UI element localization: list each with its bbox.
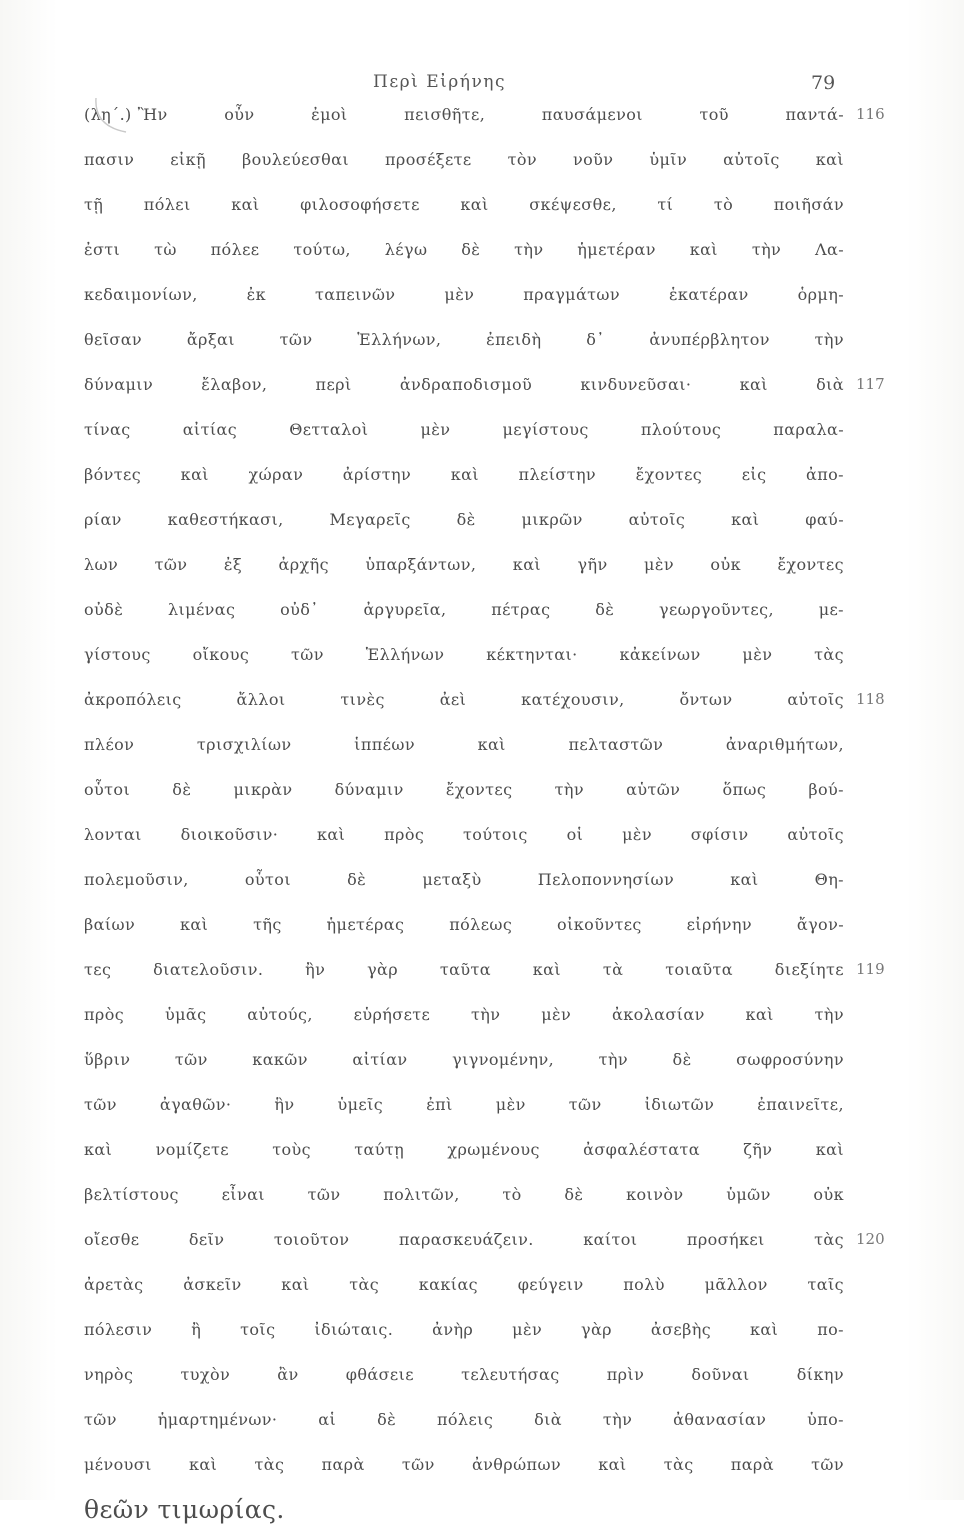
line-text: λων τῶν ἐξ ἀρχῆς ὑπαρξάντων, καὶ γῆν μὲν οὐκ ἔχοντες: [84, 555, 844, 574]
line-text: μένουσι καὶ τὰς παρὰ τῶν ἀνθρώπων καὶ τὰς παρὰ τῶν: [84, 1455, 844, 1474]
line-text: βαίων καὶ τῆς ἡμετέρας πόλεως οἰκοῦντες εἰρήνην ἄγον-: [84, 915, 844, 934]
line-text: πλέον τρισχιλίων ἱππέων καὶ πελταστῶν ἀναριθμήτων,: [84, 735, 844, 754]
text-line: [84, 1037, 844, 1082]
margin-section-number: 117: [856, 375, 885, 393]
line-text: πρὸς ὑμᾶς αὐτούς, εὑρήσετε τὴν μὲν ἀκολασίαν καὶ τὴν: [84, 1005, 844, 1024]
text-line: [84, 1487, 844, 1532]
text-line: [84, 1127, 844, 1172]
text-line: [84, 767, 844, 812]
text-line: [84, 452, 844, 497]
line-text: ἐστι τὼ πόλεε τούτω, λέγω δὲ τὴν ἡμετέραν καὶ τὴν Λα-: [84, 240, 844, 259]
text-line: [84, 1217, 885, 1262]
text-line: [84, 992, 844, 1037]
line-text: ὕβριν τῶν κακῶν αἰτίαν γιγνομένην, τὴν δὲ σωφροσύνην: [84, 1050, 844, 1069]
line-text: βόντες καὶ χώραν ἀρίστην καὶ πλείστην ἔχοντες εἰς ἀπο-: [84, 465, 844, 484]
text-line: [84, 677, 885, 722]
text-line: [84, 722, 844, 767]
section-label: (λη΄.): [84, 105, 132, 124]
line-text: τῶν ἡμαρτημένων· αἱ δὲ πόλεις διὰ τὴν ἀθανασίαν ὑπο-: [84, 1410, 844, 1429]
line-text: τες διατελοῦσιν. ἢν γὰρ ταῦτα καὶ τὰ τοιαῦτα διεξίητε: [84, 960, 844, 979]
line-text: τῶν ἀγαθῶν· ἣν ὑμεῖς ἐπὶ μὲν τῶν ἰδιωτῶν ἐπαινεῖτε,: [84, 1095, 844, 1114]
line-text: λονται διοικοῦσιν· καὶ πρὸς τούτοις οἱ μὲν σφίσιν αὐτοῖς: [84, 825, 844, 844]
text-line: [84, 857, 844, 902]
line-text: θεῶν τιμωρίας.: [84, 1495, 285, 1524]
margin-section-number: 116: [856, 105, 885, 123]
line-text: οὗτοι δὲ μικρὰν δύναμιν ἔχοντες τὴν αὑτῶν ὅπως βού-: [84, 780, 844, 799]
line-text: νηρὸς τυχὸν ἂν φθάσειε τελευτήσας πρὶν δοῦναι δίκην: [84, 1365, 844, 1384]
margin-section-number: 120: [856, 1230, 885, 1248]
text-line: [84, 1397, 844, 1442]
line-text: κεδαιμονίων, ἐκ ταπεινῶν μὲν πραγμάτων ἑκατέραν ὁρμη-: [84, 285, 844, 304]
text-line: [84, 1262, 844, 1307]
text-line: [84, 182, 844, 227]
text-line: [84, 137, 844, 182]
line-text: ρίαν καθεστήκασι, Μεγαρεῖς δὲ μικρῶν αὐτοῖς καὶ φαύ-: [84, 510, 844, 529]
text-line: [84, 1442, 844, 1487]
page-number: 79: [811, 72, 836, 94]
text-line: [84, 407, 844, 452]
line-text: οἴεσθε δεῖν τοιοῦτον παρασκευάζειν. καίτοι προσήκει τὰς: [84, 1230, 844, 1249]
line-text: πολεμοῦσιν, οὗτοι δὲ μεταξὺ Πελοποννησίων καὶ Θη-: [84, 870, 844, 889]
text-line: [84, 902, 844, 947]
text-line: [84, 317, 844, 362]
line-text: ἀρετὰς ἀσκεῖν καὶ τὰς κακίας φεύγειν πολὺ μᾶλλον ταῖς: [84, 1275, 844, 1294]
text-line: [84, 587, 844, 632]
body-text: [84, 92, 885, 1532]
text-line: [84, 632, 844, 677]
text-line: [84, 497, 844, 542]
text-line: [84, 1082, 844, 1127]
margin-section-number: 119: [856, 960, 885, 978]
text-line: [84, 1307, 844, 1352]
line-text: οὐδὲ λιμένας οὐδ᾽ ἀργυρεῖα, πέτρας δὲ γεωργοῦντες, με-: [84, 600, 844, 619]
line-text: Ἢν οὖν ἐμοὶ πεισθῆτε, παυσάμενοι τοῦ παντά-: [137, 105, 844, 124]
text-line: [84, 92, 885, 137]
line-text: θεῖσαν ἄρξαι τῶν Ἑλλήνων, ἐπειδὴ δ᾽ ἀνυπέρβλητον τὴν: [84, 330, 844, 349]
line-text: δύναμιν ἔλαβον, περὶ ἀνδραποδισμοῦ κινδυνεῦσαι· καὶ διὰ: [84, 375, 844, 394]
line-text: τῇ πόλει καὶ φιλοσοφήσετε καὶ σκέψεσθε, τί τὸ ποιῆσάν: [84, 195, 844, 214]
text-line: [84, 362, 885, 407]
line-text: γίστους οἴκους τῶν Ἑλλήνων κέκτηνται· κἀκείνων μὲν τὰς: [84, 645, 844, 664]
text-line: [84, 1172, 844, 1217]
text-line: [84, 227, 844, 272]
text-line: [84, 542, 844, 587]
line-text: πόλεσιν ἢ τοῖς ἰδιώταις. ἀνὴρ μὲν γὰρ ἀσεβὴς καὶ πο-: [84, 1320, 844, 1339]
line-text: καὶ νομίζετε τοὺς ταύτῃ χρωμένους ἀσφαλέστατα ζῆν καὶ: [84, 1140, 844, 1159]
text-line: [84, 272, 844, 317]
text-line: [84, 1352, 844, 1397]
running-title: Περὶ Εἰρήνης: [373, 72, 506, 92]
line-text: ἀκροπόλεις ἄλλοι τινὲς ἀεὶ κατέχουσιν, ὄντων αὐτοῖς: [84, 690, 844, 709]
margin-section-number: 118: [856, 690, 885, 708]
text-line: [84, 812, 844, 857]
line-text: πασιν εἰκῇ βουλεύεσθαι προσέξετε τὸν νοῦν ὑμῖν αὐτοῖς καὶ: [84, 150, 844, 169]
text-line: [84, 947, 885, 992]
line-text: βελτίστους εἶναι τῶν πολιτῶν, τὸ δὲ κοινὸν ὑμῶν οὐκ: [84, 1185, 844, 1204]
line-text: τίνας αἰτίας Θετταλοὶ μὲν μεγίστους πλούτους παραλα-: [84, 420, 844, 439]
